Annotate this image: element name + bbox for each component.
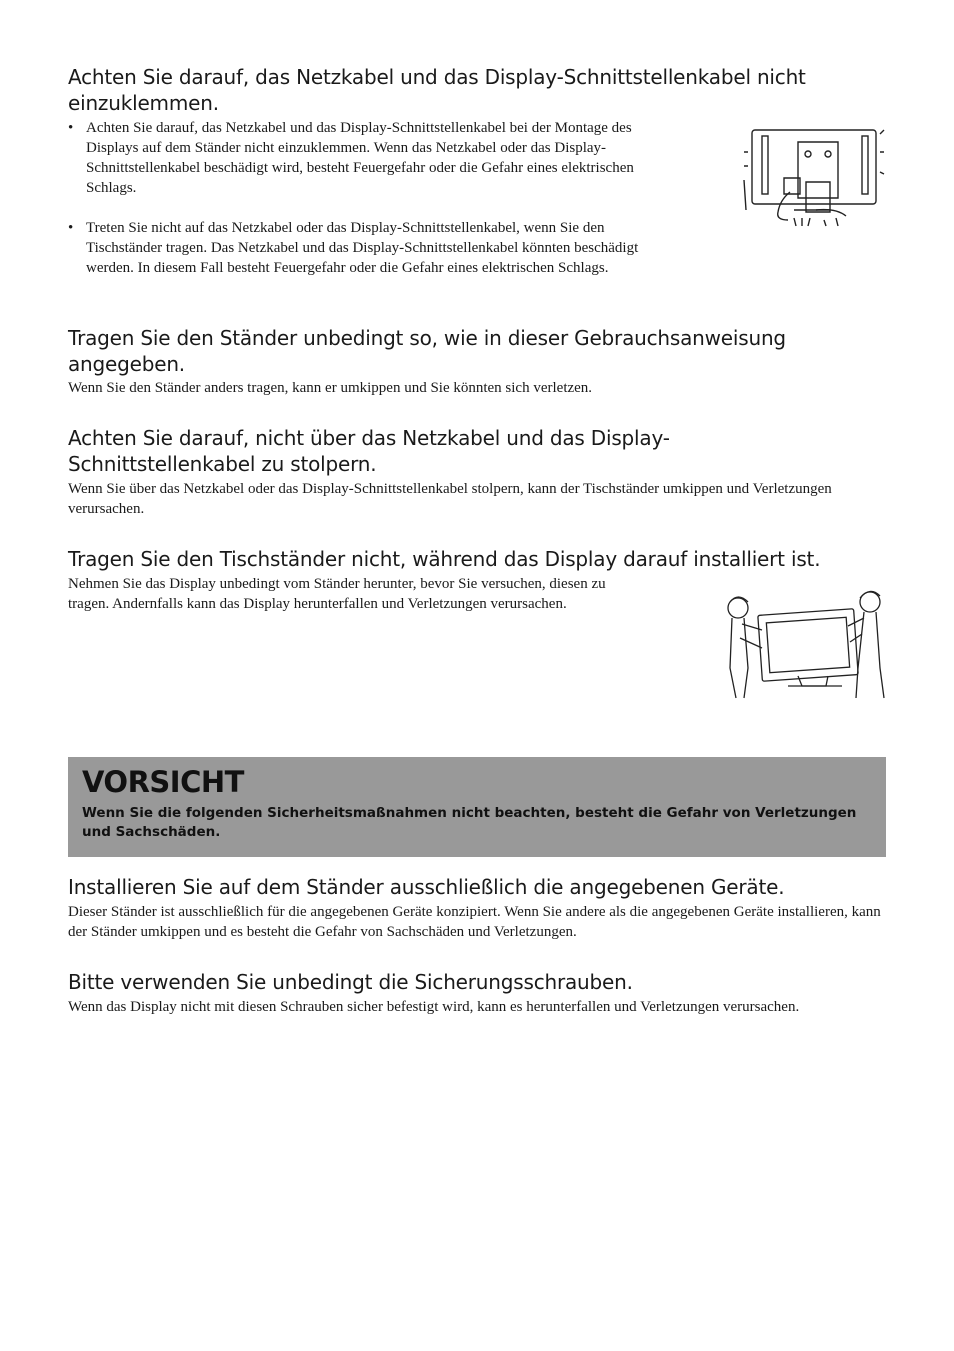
caution-box: [68, 757, 886, 857]
body-carry-stand: Wenn Sie den Ständer anders tragen, kann er umkippen und Sie könnten sich verletzen.: [68, 380, 593, 396]
bullet-text: Treten Sie nicht auf das Netzkabel oder das Display-Schnittstellenkabel, wenn Sie den Tischständer tragen. Das Netzkabel und das Display-Schnittstellenkabel könnten beschädigt werden. In diesem Fall besteht Feuergefahr oder die Gefahr eines elektrischen Schlags.: [86, 220, 639, 276]
heading-specified-devices: Installieren Sie auf dem Ständer ausschließlich die angegebenen Geräte.: [68, 875, 785, 899]
bullet-text: Achten Sie darauf, das Netzkabel und das Display-Schnittstellenkabel bei der Montage des Displays auf dem Ständer nicht einzuklemmen. Wenn das Netzkabel oder das Display-Schnittstellenkabel beschädigt wird, besteht Feuergefahr oder die Gefahr eines elektrischen Schlags.: [86, 120, 634, 196]
heading-no-carry-with-display: Tragen Sie den Tischständer nicht, während das Display darauf installiert ist.: [68, 547, 821, 571]
body-trip-cable: Wenn Sie über das Netzkabel oder das Display-Schnittstellenkabel stolpern, kann der Tischständer umkippen und Verletzungen verursachen.: [68, 481, 832, 517]
heading-carry-stand: Tragen Sie den Ständer unbedingt so, wie in dieser Gebrauchsanweisung angegeben.: [68, 326, 786, 376]
heading-trip-cable: Achten Sie darauf, nicht über das Netzkabel und das Display-Schnittstellenkabel zu stolpern.: [68, 426, 670, 476]
heading-cable-pinch: Achten Sie darauf, das Netzkabel und das Display-Schnittstellenkabel nicht einzuklemmen.: [68, 65, 806, 115]
caution-title: VORSICHT: [82, 765, 244, 799]
body-specified-devices: Dieser Ständer ist ausschließlich für die angegebenen Geräte konzipiert. Wenn Sie andere als die angegebenen Geräte installieren, kann der Ständer umkippen und es besteht die Gefahr von Sachschäden und Verletzungen.: [68, 904, 881, 940]
display-back-cable-illustration: [740, 122, 886, 230]
heading-securing-screws: Bitte verwenden Sie unbedingt die Sicherungsschrauben.: [68, 970, 633, 994]
caution-subtitle: Wenn Sie die folgenden Sicherheitsmaßnahmen nicht beachten, besteht die Gefahr von Verletzungen und Sachschäden.: [82, 805, 857, 840]
two-people-carrying-display-illustration: [724, 588, 888, 700]
body-securing-screws: Wenn das Display nicht mit diesen Schrauben sicher befestigt wird, kann es herunterfallen und Verletzungen verursachen.: [68, 999, 800, 1015]
bullet-dot: •: [68, 220, 74, 236]
bullet-dot: •: [68, 120, 74, 136]
body-no-carry-with-display: Nehmen Sie das Display unbedingt vom Ständer herunter, bevor Sie versuchen, diesen zu tragen. Andernfalls kann das Display herunterfallen und Verletzungen verursachen.: [68, 576, 606, 612]
